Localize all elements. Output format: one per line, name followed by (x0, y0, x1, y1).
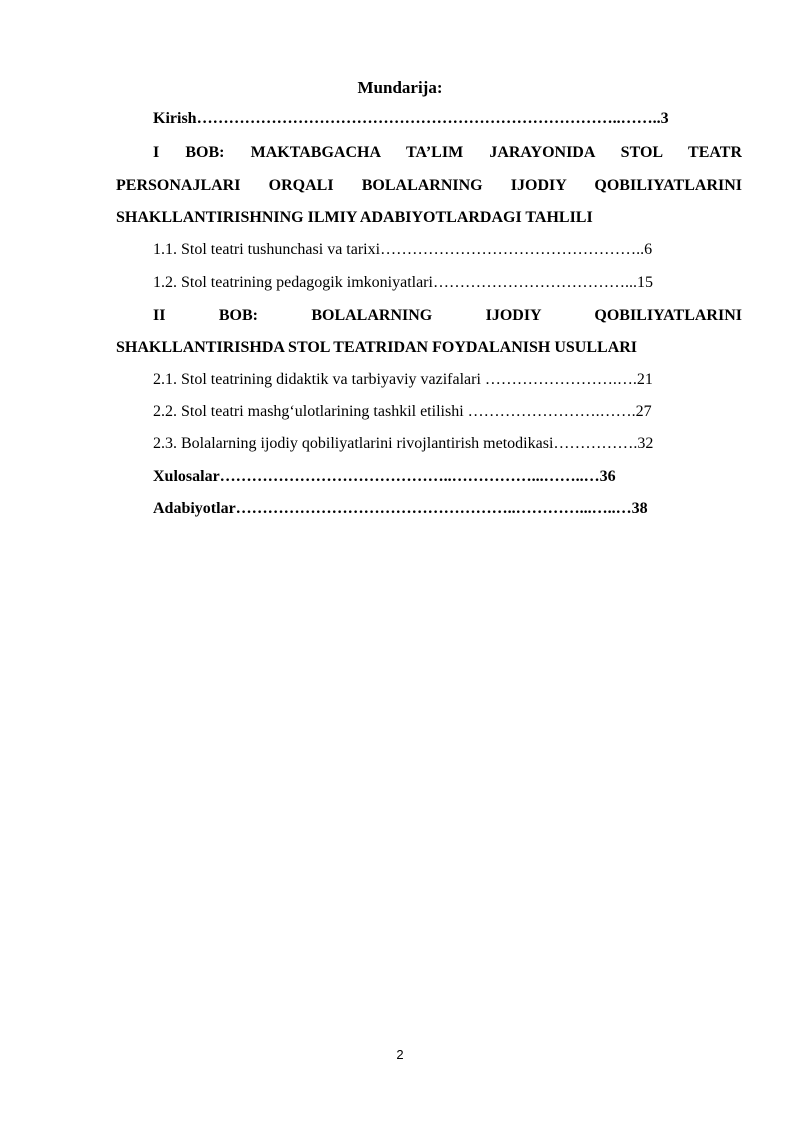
toc-chapter1-line1[interactable]: I BOB: MAKTABGACHA TA’LIM JARAYONIDA STOL TEATR (153, 144, 742, 161)
toc-chapter1-line3[interactable]: SHAKLLANTIRISHNING ILMIY ADABIYOTLARDAGI TAHLILI (116, 209, 593, 226)
toc-section-2-1[interactable]: 2.1. Stol teatrining didaktik va tarbiyaviy vazifalari …………………….….21 (153, 371, 653, 388)
toc-section-2-2[interactable]: 2.2. Stol teatri mashg‘ulotlarining tashkil etilishi …………………….…….27 (153, 403, 652, 420)
toc-section-1-1[interactable]: 1.1. Stol teatri tushunchasi va tarixi…………………………………………..6 (153, 241, 653, 258)
toc-entry-adabiyotlar[interactable]: Adabiyotlar……………………………………………..…………...…..…38 (153, 500, 648, 517)
toc-chapter1-line2[interactable]: PERSONAJLARI ORQALI BOLALARNING IJODIY QOBILIYATLARINI (116, 177, 742, 194)
toc-title: Mundarija: (357, 78, 443, 97)
toc-chapter2-line2[interactable]: SHAKLLANTIRISHDA STOL TEATRIDAN FOYDALANISH USULLARI (116, 339, 638, 356)
toc-chapter2-line1[interactable]: II BOB: BOLALARNING IJODIY QOBILIYATLARINI (153, 307, 742, 324)
toc-section-1-2[interactable]: 1.2. Stol teatrining pedagogik imkoniyatlari………………………………...15 (153, 274, 653, 291)
toc-entry-kirish[interactable]: Kirish……………………………………………………………………..……..3 (153, 110, 669, 127)
toc-entry-xulosalar[interactable]: Xulosalar……………………………………..……………...……..…36 (153, 468, 616, 485)
toc-section-2-3[interactable]: 2.3. Bolalarning ijodiy qobiliyatlarini rivojlantirish metodikasi…………….32 (153, 435, 654, 452)
page-number: 2 (396, 1047, 404, 1062)
